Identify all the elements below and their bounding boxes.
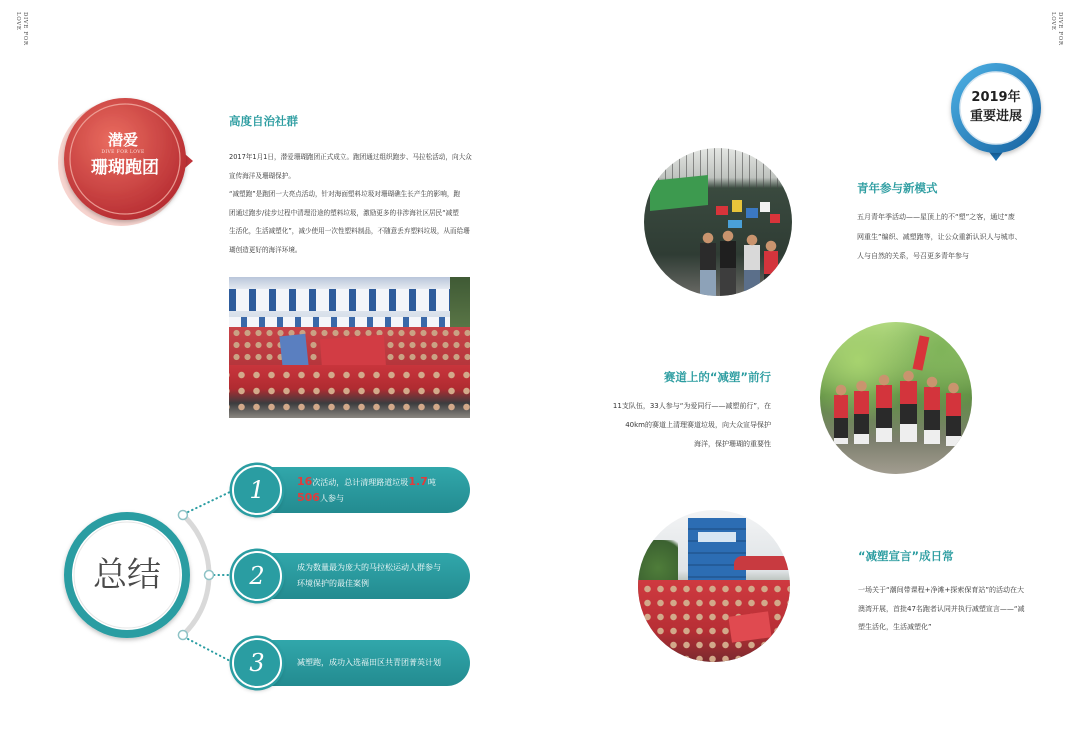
logo-name: 珊瑚跑团	[91, 158, 159, 178]
photo-runner	[854, 380, 869, 444]
photo-person	[744, 234, 760, 296]
runners-photo	[820, 322, 972, 474]
summary-item-2-text	[297, 553, 441, 599]
paragraph-line: 五月青年季活动——星顶上的不“塑”之客，通过“废	[857, 213, 1015, 221]
corner-mark-right	[1049, 12, 1063, 46]
photo-green-sign	[650, 175, 708, 211]
summary-number-3: 3	[232, 638, 282, 688]
summary-text: 次活动，总计清理路道垃圾	[312, 478, 409, 487]
photo-runner	[900, 370, 917, 442]
logo-tagline: DIVE FOR LOVE	[101, 150, 145, 155]
community-heading: 高度自治社群	[229, 114, 298, 128]
badge-year: 2019年	[971, 90, 1021, 105]
group-photo	[229, 277, 470, 418]
photo-tent-roof	[229, 277, 470, 289]
paragraph-line: 一场关于“潮间带课程+净滩+探索保育站”的活动在大	[858, 586, 1024, 594]
activity-count: 16	[297, 475, 313, 488]
paragraph-line: 2017年1月1日，潜爱珊瑚跑团正式成立。跑团通过组织跑步、马拉松活动，向大众	[229, 153, 472, 161]
photo-person	[720, 230, 736, 296]
photo-person	[700, 232, 716, 296]
photo-banner	[746, 208, 758, 218]
summary-number-1: 1	[232, 465, 282, 515]
summary-item-line	[297, 474, 436, 490]
highlight-2-heading: 赛道上的“减塑”前行	[663, 370, 771, 384]
badge-label: 重要进展	[969, 109, 1022, 124]
paragraph-line: “减塑跑”是跑团一大亮点活动，针对海面塑料垃圾对珊瑚礁生长产生的影响，跑	[229, 190, 461, 198]
photo-banner	[760, 202, 770, 212]
paragraph-line: 宣传海洋及珊瑚保护。	[229, 171, 295, 180]
paragraph-line: 瑚创造更好的海洋环境。	[229, 245, 302, 254]
summary-item-1-text	[297, 467, 436, 513]
summary-title: 总结	[93, 555, 161, 595]
connector-3	[188, 639, 232, 662]
paragraph-line: 澳湾开展，首批47名跑者认同并执行减塑宣言——“减	[858, 604, 1025, 613]
photo-banner	[716, 206, 728, 215]
paragraph-line: 塑生活化，生活减塑化”	[858, 623, 932, 631]
logo-title: 潜爱	[107, 131, 138, 149]
photo-person	[764, 240, 778, 296]
waste-weight: 1.7	[408, 475, 428, 488]
summary-item-line: 环境保护的最佳案例	[297, 579, 369, 588]
photo-flag	[913, 335, 930, 370]
photo-blue-sign	[279, 334, 308, 369]
photo-runner	[946, 382, 961, 446]
paragraph-line: 海洋，保护珊瑚的重要性	[694, 440, 771, 448]
summary-item-line: 减塑跑，成功入选福田区共青团菁英计划	[297, 658, 441, 667]
corner-mark-line: LOVE	[15, 12, 21, 31]
photo-red-banner	[728, 611, 771, 642]
photo-runner	[876, 374, 892, 442]
photo-runner	[924, 376, 940, 444]
paragraph-line: 生活化，生活减塑化”，减少使用一次性塑料制品，不随意丢弃塑料垃圾，从而给珊	[229, 227, 470, 235]
pledge-event-photo	[638, 510, 790, 662]
highlight-3-text	[858, 581, 1025, 637]
arc-node-1	[178, 511, 187, 520]
photo-building-window	[698, 532, 736, 542]
summary-item-line	[297, 490, 436, 506]
photo-banner	[728, 220, 742, 228]
community-paragraph	[229, 148, 472, 259]
corner-mark-line: DIVE FOR	[22, 12, 28, 46]
year-badge-face	[960, 72, 1032, 144]
paragraph-line: 团通过跑步/徒步过程中清理沿途的塑料垃圾，激励更多的非涉海社区居民“减塑	[229, 208, 459, 217]
highlight-1-text	[857, 208, 1022, 267]
summary-text: 吨	[427, 478, 436, 487]
youth-event-photo	[644, 148, 792, 296]
photo-crowd-front	[229, 365, 470, 418]
summary-item-3-text	[297, 640, 441, 686]
summary-text: 人参与	[319, 494, 344, 503]
arc-node-3	[178, 631, 187, 640]
paragraph-line: 40km的赛道上清理赛道垃圾，向大众宣导保护	[625, 421, 771, 429]
highlight-2-text	[613, 397, 771, 454]
summary-number-2: 2	[232, 551, 282, 601]
corner-mark-left	[14, 12, 28, 46]
arc-node-2	[205, 571, 214, 580]
paragraph-line: 人与自然的关系，号召更多青年参与	[857, 252, 969, 260]
highlight-3-heading: “减塑宣言”成日常	[858, 549, 954, 563]
connector-1	[188, 491, 232, 512]
paragraph-line: 网重生”编织、减塑跑等，让公众重新认识人与城市、	[857, 232, 1022, 241]
photo-red-canopy	[734, 556, 790, 570]
photo-tent-trim	[229, 317, 470, 327]
photo-runner	[834, 384, 848, 444]
highlight-1-heading: 青年参与新模式	[857, 181, 938, 195]
summary-item-line: 成为数量最为庞大的马拉松运动人群参与	[297, 563, 441, 572]
participant-count: 506	[297, 491, 320, 504]
photo-banner	[732, 200, 742, 212]
photo-tent-stripes	[229, 289, 470, 311]
corner-mark-line: DIVE FOR	[1057, 12, 1063, 46]
paragraph-line: 11支队伍，33人参与“为爱同行——减塑前行”，在	[612, 402, 771, 410]
photo-banner	[770, 214, 780, 223]
corner-mark-line: LOVE	[1050, 12, 1056, 31]
